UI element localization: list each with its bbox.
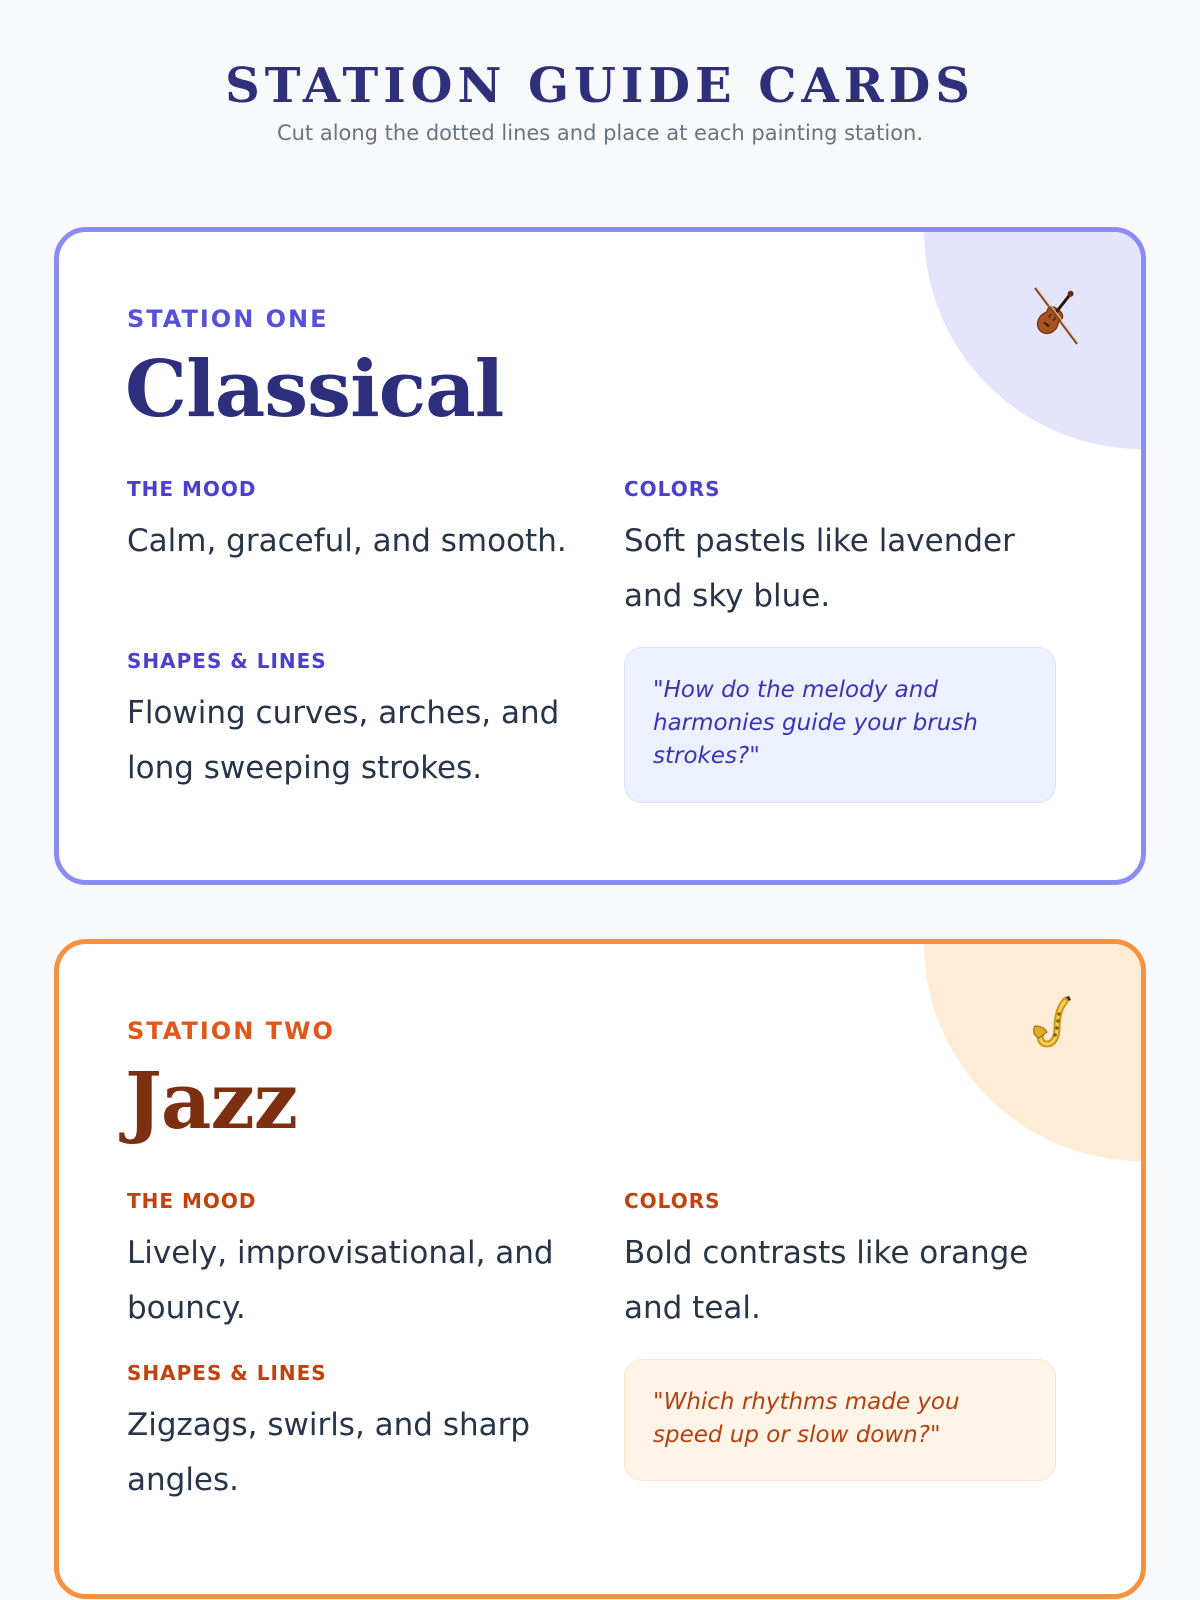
colors-label: COLORS — [624, 1189, 721, 1213]
station-card-classical — [54, 227, 1146, 885]
shapes-text: Zigzags, swirls, and sharp angles. — [127, 1407, 531, 1498]
reflection-question: "Which rhythms made you speed up or slow down?" — [624, 1359, 1056, 1481]
mood-text: Lively, improvisational, and bouncy. — [127, 1235, 554, 1326]
colors-text: Bold contrasts like orange and teal. — [624, 1235, 1029, 1326]
page-subtitle: Cut along the dotted lines and place at each painting station. — [276, 121, 924, 145]
station-label: STATION ONE — [127, 305, 329, 333]
mood-label: THE MOOD — [127, 1189, 257, 1213]
colors-text: Soft pastels like lavender and sky blue. — [624, 523, 1015, 614]
mood-label: THE MOOD — [127, 477, 257, 501]
station-card-jazz — [54, 939, 1146, 1599]
mood-text: Calm, graceful, and smooth. — [127, 523, 567, 559]
station-label: STATION TWO — [127, 1017, 335, 1045]
genre-title: Jazz — [125, 1056, 298, 1147]
violin-icon — [1017, 278, 1091, 352]
genre-title: Classical — [125, 344, 504, 435]
reflection-question: "How do the melody and harmonies guide your brush strokes?" — [624, 647, 1056, 803]
saxophone-icon — [1017, 990, 1091, 1064]
shapes-label: SHAPES & LINES — [127, 649, 327, 673]
shapes-text: Flowing curves, arches, and long sweeping strokes. — [127, 695, 560, 786]
page-title: STATION GUIDE CARDS — [225, 58, 975, 114]
colors-label: COLORS — [624, 477, 721, 501]
page-header — [0, 54, 1200, 148]
shapes-label: SHAPES & LINES — [127, 1361, 327, 1385]
